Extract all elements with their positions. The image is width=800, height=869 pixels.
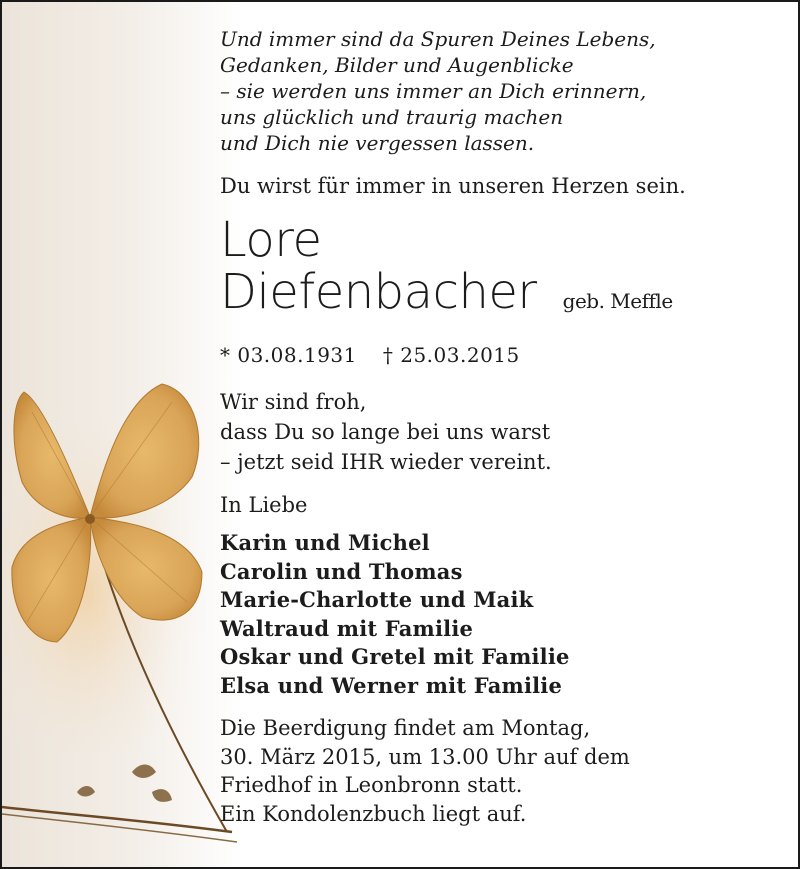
first-name: Lore [220, 212, 322, 268]
dried-flower-image [2, 2, 242, 869]
death-date: † 25.03.2015 [382, 343, 520, 367]
funeral-line: 30. März 2015, um 13.00 Uhr auf dem [220, 744, 630, 769]
poem-line: – sie werden uns immer an Dich erinnern, [220, 79, 647, 103]
obituary-text [220, 26, 780, 828]
in-liebe: In Liebe [220, 493, 308, 517]
family-list [220, 529, 780, 700]
family-member: Elsa und Werner mit Familie [220, 672, 563, 698]
poem-line: und Dich nie vergessen lassen. [220, 131, 535, 155]
family-member: Oskar und Gretel mit Familie [220, 644, 570, 669]
last-name: Diefenbacher [220, 264, 537, 320]
funeral-line: Die Beerdigung findet am Montag, [220, 716, 591, 740]
family-member: Waltraud mit Familie [220, 615, 474, 641]
funeral-line: Ein Kondolenzbuch liegt auf. [220, 801, 527, 826]
life-dates [220, 341, 780, 369]
maiden-name: geb. Meffle [562, 289, 673, 313]
family-member: Marie-Charlotte und Maik [220, 587, 534, 612]
poem-line: Gedanken, Bilder und Augenblicke [220, 53, 574, 77]
funeral-info [220, 714, 780, 828]
deceased-name [220, 214, 780, 327]
poem [220, 26, 780, 156]
family-member: Carolin und Thomas [220, 558, 463, 584]
funeral-line: Friedhof in Leonbronn statt. [220, 773, 523, 797]
herzen-line: Du wirst für immer in unseren Herzen sein. [220, 174, 686, 198]
birth-date: * 03.08.1931 [220, 343, 357, 367]
poem-line: uns glücklich und traurig machen [220, 105, 564, 129]
froh-line: – jetzt seid IHR wieder vereint. [220, 450, 552, 474]
poem-line: Und immer sind da Spuren Deines Lebens, [220, 27, 656, 51]
family-member: Karin und Michel [220, 530, 430, 555]
froh-text [220, 387, 780, 477]
froh-line: Wir sind froh, [220, 390, 367, 414]
froh-line: dass Du so lange bei uns warst [220, 420, 551, 444]
